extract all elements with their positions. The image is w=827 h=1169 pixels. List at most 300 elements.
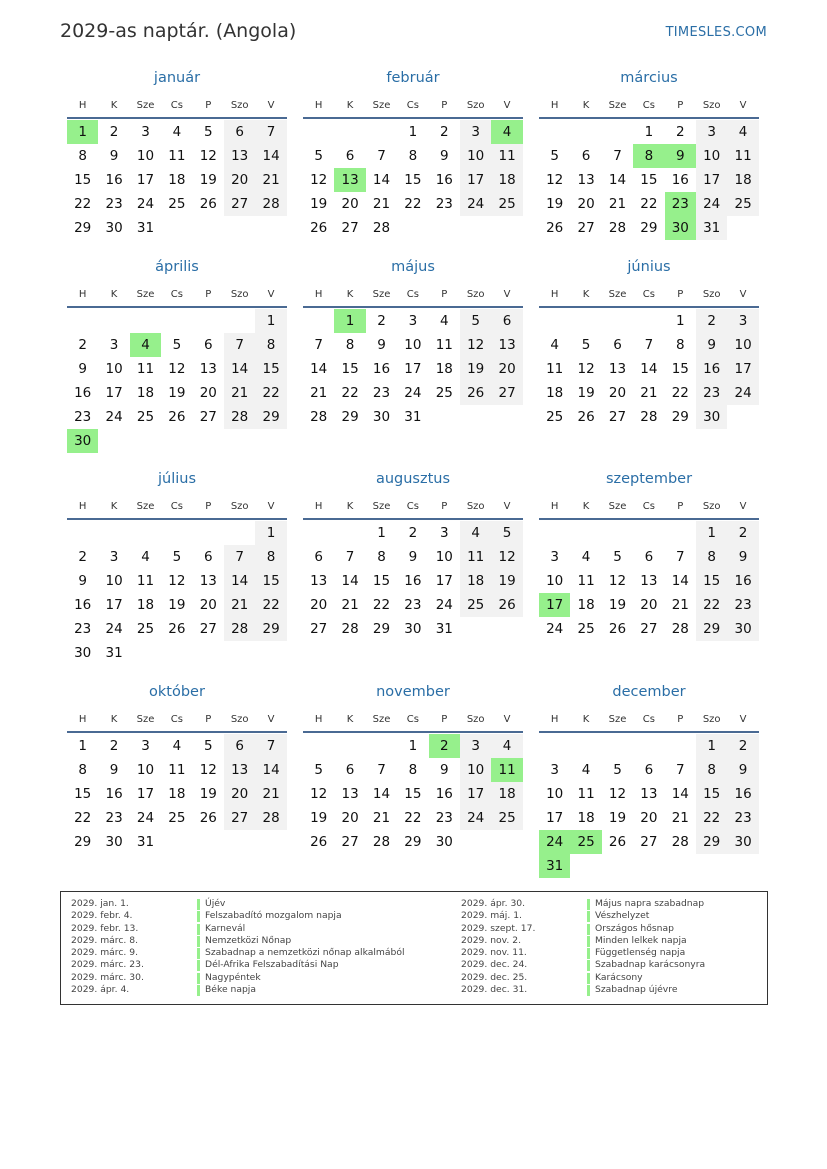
- day-cell: 31: [404, 409, 422, 425]
- day-cell: 20: [341, 196, 359, 212]
- weekday-label: Sze: [136, 714, 155, 725]
- day-cell: 7: [644, 337, 654, 353]
- day-cell: 16: [105, 786, 123, 802]
- day-cell: 16: [671, 172, 689, 188]
- day-cell: 28: [224, 405, 255, 429]
- day-cell: 11: [546, 361, 564, 377]
- weekday-header: [303, 500, 523, 520]
- day-cell: 2: [377, 313, 386, 329]
- day-cell: 1: [696, 734, 727, 758]
- day-cell: 13: [199, 361, 217, 377]
- month-name: július: [157, 471, 197, 487]
- page-title: 2029-as naptár. (Angola): [60, 20, 297, 42]
- weekday-label: V: [503, 501, 511, 512]
- day-cell: 18: [435, 361, 453, 377]
- weekday-label: P: [677, 714, 684, 725]
- day-cell: 25: [491, 192, 522, 216]
- day-cell: 26: [608, 834, 627, 850]
- weekday-label: V: [739, 289, 747, 300]
- holiday-day-cell: 11: [491, 758, 522, 782]
- day-cell: 11: [577, 573, 595, 589]
- weekday-label: Cs: [642, 714, 655, 725]
- day-cell: 5: [491, 521, 522, 545]
- day-cell: 21: [255, 782, 286, 806]
- day-cell: 10: [105, 361, 123, 377]
- weekday-header: [67, 288, 287, 308]
- month-block: [67, 259, 287, 449]
- day-cell: 3: [408, 313, 418, 329]
- holiday-name: Május napra szabadnap: [595, 898, 705, 909]
- day-cell: 30: [696, 405, 727, 429]
- day-cell: 9: [78, 573, 87, 589]
- day-cell: 21: [224, 381, 255, 405]
- month-block: [303, 259, 523, 439]
- day-cell: 18: [546, 385, 564, 401]
- day-cell: 13: [199, 573, 217, 589]
- day-cell: 17: [136, 786, 155, 802]
- day-cell: 22: [404, 196, 422, 212]
- day-cell: 24: [435, 597, 453, 613]
- day-cell: 11: [727, 144, 758, 168]
- day-cell: 13: [341, 786, 359, 802]
- day-cell: 1: [78, 738, 87, 754]
- weekday-label: Cs: [406, 714, 419, 725]
- day-cell: 23: [696, 381, 727, 405]
- weekday-label: P: [441, 714, 448, 725]
- day-cell: 20: [199, 385, 217, 401]
- holiday-day-cell: 30: [67, 429, 98, 453]
- day-cell: 12: [199, 148, 217, 164]
- day-cell: 4: [439, 313, 449, 329]
- day-cell: 24: [727, 381, 758, 405]
- holiday-marker: [587, 924, 590, 935]
- day-cell: 30: [727, 830, 758, 854]
- day-cell: 24: [696, 192, 727, 216]
- day-cell: 10: [460, 144, 491, 168]
- day-cell: 16: [727, 782, 758, 806]
- weekday-label: Szo: [466, 289, 485, 300]
- day-cell: 15: [671, 361, 689, 377]
- day-cell: 15: [74, 786, 92, 802]
- weekday-label: Sze: [136, 501, 155, 512]
- holiday-name: Karácsony: [595, 971, 643, 983]
- day-cell: 26: [199, 196, 217, 212]
- day-cell: 8: [696, 545, 727, 569]
- day-cell: 23: [435, 196, 453, 212]
- day-cell: 15: [255, 357, 286, 381]
- day-cell: 16: [727, 569, 758, 593]
- day-cell: 19: [608, 810, 627, 826]
- day-cell: 1: [377, 525, 386, 541]
- day-cell: 12: [199, 762, 217, 778]
- day-cell: 22: [74, 810, 92, 826]
- holiday-date: 2029. szept. 17.: [461, 922, 536, 934]
- holiday-name: Szabadnap karácsonyra: [595, 959, 706, 971]
- holiday-name: Dél-Afrika Felszabadítási Nap: [205, 959, 339, 971]
- day-cell: 19: [491, 569, 522, 593]
- day-cell: 22: [404, 810, 422, 826]
- day-cell: 13: [577, 172, 595, 188]
- weekday-label: Cs: [170, 501, 183, 512]
- day-cell: 9: [408, 549, 418, 565]
- weekday-header: [303, 713, 523, 733]
- weekday-label: Sze: [608, 501, 627, 512]
- day-cell: 2: [109, 124, 119, 140]
- day-cell: 31: [435, 621, 453, 637]
- weekday-label: P: [441, 501, 448, 512]
- day-cell: 10: [435, 549, 453, 565]
- holiday-name: Függetlenség napja: [595, 947, 686, 959]
- day-cell: 18: [136, 385, 155, 401]
- day-cell: 10: [136, 762, 155, 778]
- day-cell: 27: [199, 621, 217, 637]
- weekday-label: Cs: [170, 714, 183, 725]
- day-cell: 22: [341, 385, 359, 401]
- day-cell: 5: [203, 738, 213, 754]
- weekday-label: P: [677, 501, 684, 512]
- day-cell: 8: [696, 758, 727, 782]
- day-cell: 30: [727, 617, 758, 641]
- day-cell: 6: [203, 337, 213, 353]
- day-cell: 19: [608, 597, 627, 613]
- weekday-label: Sze: [372, 501, 391, 512]
- day-cell: 28: [372, 220, 391, 236]
- holiday-date: 2029. máj. 1.: [461, 910, 522, 922]
- day-cell: 9: [696, 333, 727, 357]
- holiday-day-cell: 13: [334, 168, 365, 192]
- holiday-date: 2029. dec. 31.: [461, 984, 528, 996]
- day-cell: 3: [696, 120, 727, 144]
- weekday-label: V: [739, 501, 747, 512]
- day-cell: 11: [435, 337, 453, 353]
- weekday-label: V: [503, 714, 511, 725]
- holiday-date: 2029. nov. 2.: [461, 934, 521, 946]
- weekday-label: K: [346, 100, 354, 111]
- weekday-label: H: [550, 501, 559, 512]
- day-cell: 5: [613, 549, 622, 565]
- day-cell: 27: [341, 220, 359, 236]
- day-cell: 7: [613, 148, 622, 164]
- day-cell: 21: [372, 196, 391, 212]
- day-cell: 26: [199, 810, 217, 826]
- day-cell: 17: [696, 168, 727, 192]
- day-cell: 6: [345, 148, 355, 164]
- day-cell: 7: [377, 148, 386, 164]
- day-cell: 27: [640, 621, 658, 637]
- day-cell: 5: [172, 337, 182, 353]
- day-cell: 29: [640, 220, 658, 236]
- day-cell: 25: [491, 806, 522, 830]
- day-cell: 28: [671, 834, 689, 850]
- day-cell: 7: [255, 120, 286, 144]
- day-cell: 13: [640, 573, 658, 589]
- month-block: [539, 70, 759, 250]
- holiday-date: 2029. ápr. 30.: [461, 898, 526, 909]
- day-cell: 10: [727, 333, 758, 357]
- day-cell: 23: [74, 409, 92, 425]
- holiday-marker: [587, 973, 590, 984]
- day-cell: 10: [404, 337, 422, 353]
- day-cell: 14: [671, 573, 689, 589]
- holiday-day-cell: 2: [429, 734, 460, 758]
- day-cell: 24: [136, 196, 155, 212]
- holiday-name: Nagypéntek: [205, 971, 261, 983]
- day-cell: 21: [671, 810, 689, 826]
- day-cell: 27: [310, 621, 328, 637]
- month-block: [539, 684, 759, 874]
- weekday-label: K: [346, 501, 354, 512]
- holiday-day-cell: 25: [570, 830, 601, 854]
- day-cell: 27: [341, 834, 359, 850]
- day-cell: 19: [168, 385, 186, 401]
- day-cell: 20: [341, 810, 359, 826]
- day-cell: 15: [404, 172, 422, 188]
- day-cell: 30: [105, 220, 123, 236]
- weekday-label: H: [78, 714, 87, 725]
- day-cell: 12: [608, 786, 627, 802]
- day-cell: 2: [727, 734, 758, 758]
- day-cell: 5: [613, 762, 622, 778]
- day-cell: 29: [74, 220, 92, 236]
- day-cell: 24: [404, 385, 422, 401]
- day-cell: 8: [345, 337, 355, 353]
- weekday-label: P: [205, 100, 212, 111]
- day-cell: 28: [255, 192, 286, 216]
- weekday-label: H: [78, 289, 87, 300]
- day-cell: 3: [550, 549, 559, 565]
- day-cell: 2: [408, 525, 418, 541]
- day-cell: 17: [435, 573, 453, 589]
- day-cell: 1: [644, 124, 654, 140]
- day-cell: 11: [136, 361, 155, 377]
- weekday-label: Cs: [170, 100, 183, 111]
- day-cell: 10: [105, 573, 123, 589]
- holiday-marker: [587, 899, 590, 910]
- day-cell: 19: [310, 196, 328, 212]
- day-cell: 17: [105, 385, 123, 401]
- month-block: [303, 70, 523, 250]
- day-cell: 19: [577, 385, 595, 401]
- weekday-header: [539, 99, 759, 119]
- day-cell: 12: [168, 361, 186, 377]
- month-name: március: [620, 70, 678, 86]
- weekday-header: [539, 500, 759, 520]
- holiday-date: 2029. márc. 8.: [71, 934, 139, 946]
- day-cell: 26: [460, 381, 491, 405]
- day-cell: 14: [372, 172, 391, 188]
- month-name: augusztus: [375, 471, 451, 487]
- weekday-label: Cs: [406, 501, 419, 512]
- weekday-label: Szo: [466, 100, 485, 111]
- day-cell: 14: [224, 357, 255, 381]
- day-cell: 22: [255, 593, 286, 617]
- holiday-day-cell: 17: [539, 593, 570, 617]
- day-cell: 7: [224, 333, 255, 357]
- day-cell: 15: [640, 172, 658, 188]
- day-cell: 8: [377, 549, 386, 565]
- weekday-label: Sze: [372, 714, 391, 725]
- day-cell: 12: [460, 333, 491, 357]
- weekday-label: Szo: [702, 100, 721, 111]
- day-cell: 8: [408, 762, 418, 778]
- day-cell: 13: [640, 786, 658, 802]
- day-cell: 6: [203, 549, 213, 565]
- holiday-marker: [587, 948, 590, 959]
- weekday-label: Cs: [642, 100, 655, 111]
- day-cell: 27: [224, 192, 255, 216]
- day-cell: 23: [727, 593, 758, 617]
- day-cell: 27: [608, 409, 627, 425]
- day-cell: 28: [341, 621, 359, 637]
- day-cell: 25: [546, 409, 564, 425]
- month-block: [67, 684, 287, 864]
- weekday-label: K: [110, 501, 118, 512]
- holiday-name: Szabadnap újévre: [595, 984, 678, 996]
- holiday-marker: [587, 911, 590, 922]
- day-cell: 1: [408, 738, 418, 754]
- holiday-day-cell: 24: [539, 830, 570, 854]
- day-cell: 14: [640, 361, 658, 377]
- day-cell: 10: [136, 148, 155, 164]
- day-cell: 20: [608, 385, 627, 401]
- day-cell: 14: [608, 172, 627, 188]
- weekday-header: [67, 713, 287, 733]
- weekday-label: Szo: [702, 714, 721, 725]
- day-cell: 8: [255, 545, 286, 569]
- day-cell: 26: [310, 220, 328, 236]
- day-cell: 1: [675, 313, 685, 329]
- day-cell: 1: [255, 521, 286, 545]
- day-cell: 12: [546, 172, 564, 188]
- day-cell: 21: [608, 196, 627, 212]
- day-cell: 19: [460, 357, 491, 381]
- weekday-label: V: [267, 289, 275, 300]
- day-cell: 25: [577, 621, 595, 637]
- day-cell: 26: [577, 409, 595, 425]
- month-block: [303, 471, 523, 651]
- weekday-label: K: [582, 289, 590, 300]
- weekday-label: Szo: [230, 100, 249, 111]
- day-cell: 24: [105, 621, 123, 637]
- day-cell: 9: [109, 148, 119, 164]
- day-cell: 25: [168, 196, 186, 212]
- day-cell: 30: [404, 621, 422, 637]
- weekday-label: H: [314, 501, 323, 512]
- weekday-label: P: [441, 100, 448, 111]
- weekday-label: V: [739, 714, 747, 725]
- weekday-label: P: [205, 714, 212, 725]
- day-cell: 19: [199, 786, 217, 802]
- day-cell: 6: [224, 120, 255, 144]
- weekday-label: Cs: [406, 100, 419, 111]
- holiday-date: 2029. márc. 9.: [71, 947, 139, 959]
- day-cell: 3: [109, 337, 119, 353]
- day-cell: 16: [435, 786, 453, 802]
- day-cell: 14: [671, 786, 689, 802]
- day-cell: 15: [372, 573, 391, 589]
- day-cell: 17: [460, 168, 491, 192]
- day-cell: 12: [491, 545, 522, 569]
- day-cell: 13: [224, 758, 255, 782]
- day-cell: 6: [644, 549, 654, 565]
- weekday-label: Cs: [642, 501, 655, 512]
- weekday-label: K: [110, 289, 118, 300]
- day-cell: 7: [345, 549, 355, 565]
- day-cell: 18: [491, 168, 522, 192]
- day-cell: 15: [255, 569, 286, 593]
- holiday-date: 2029. febr. 13.: [71, 922, 139, 934]
- day-cell: 4: [172, 124, 182, 140]
- day-cell: 8: [78, 148, 87, 164]
- holiday-day-cell: 30: [665, 216, 696, 240]
- day-cell: 25: [168, 810, 186, 826]
- weekday-label: H: [314, 714, 323, 725]
- month-name: február: [386, 70, 440, 86]
- day-cell: 7: [377, 762, 386, 778]
- weekday-label: V: [267, 100, 275, 111]
- day-cell: 4: [581, 762, 591, 778]
- day-cell: 28: [310, 409, 328, 425]
- day-cell: 2: [109, 738, 119, 754]
- day-cell: 14: [341, 573, 359, 589]
- day-cell: 8: [408, 148, 418, 164]
- month-name: október: [149, 684, 205, 700]
- day-cell: 7: [224, 545, 255, 569]
- day-cell: 20: [310, 597, 328, 613]
- weekday-label: Sze: [608, 714, 627, 725]
- day-cell: 28: [224, 617, 255, 641]
- day-cell: 18: [168, 172, 186, 188]
- day-cell: 3: [141, 738, 150, 754]
- day-cell: 16: [372, 361, 391, 377]
- day-cell: 25: [136, 409, 155, 425]
- day-cell: 29: [74, 834, 92, 850]
- day-cell: 17: [404, 361, 422, 377]
- day-cell: 4: [141, 549, 150, 565]
- day-cell: 27: [491, 381, 522, 405]
- day-cell: 20: [224, 782, 255, 806]
- holiday-day-cell: 4: [491, 120, 522, 144]
- day-cell: 5: [203, 124, 213, 140]
- holiday-name: Nemzetközi Nőnap: [205, 934, 292, 946]
- day-cell: 19: [310, 810, 328, 826]
- weekday-label: K: [110, 714, 118, 725]
- day-cell: 23: [435, 810, 453, 826]
- weekday-label: V: [503, 289, 511, 300]
- day-cell: 31: [105, 645, 123, 661]
- day-cell: 15: [404, 786, 422, 802]
- day-cell: 29: [372, 621, 391, 637]
- day-cell: 5: [314, 762, 323, 778]
- brand-link[interactable]: TIMESLES.COM: [665, 25, 767, 40]
- day-cell: 13: [608, 361, 627, 377]
- day-cell: 14: [310, 361, 328, 377]
- day-cell: 24: [136, 810, 155, 826]
- day-cell: 2: [439, 124, 449, 140]
- day-cell: 25: [136, 621, 155, 637]
- weekday-header: [303, 99, 523, 119]
- day-cell: 17: [727, 357, 758, 381]
- day-cell: 3: [550, 762, 559, 778]
- day-cell: 11: [491, 144, 522, 168]
- holiday-date: 2029. márc. 30.: [71, 971, 144, 983]
- weekday-label: K: [582, 714, 590, 725]
- day-cell: 20: [640, 810, 658, 826]
- day-cell: 3: [141, 124, 150, 140]
- day-cell: 15: [696, 782, 727, 806]
- day-cell: 21: [640, 385, 658, 401]
- weekday-label: Szo: [230, 501, 249, 512]
